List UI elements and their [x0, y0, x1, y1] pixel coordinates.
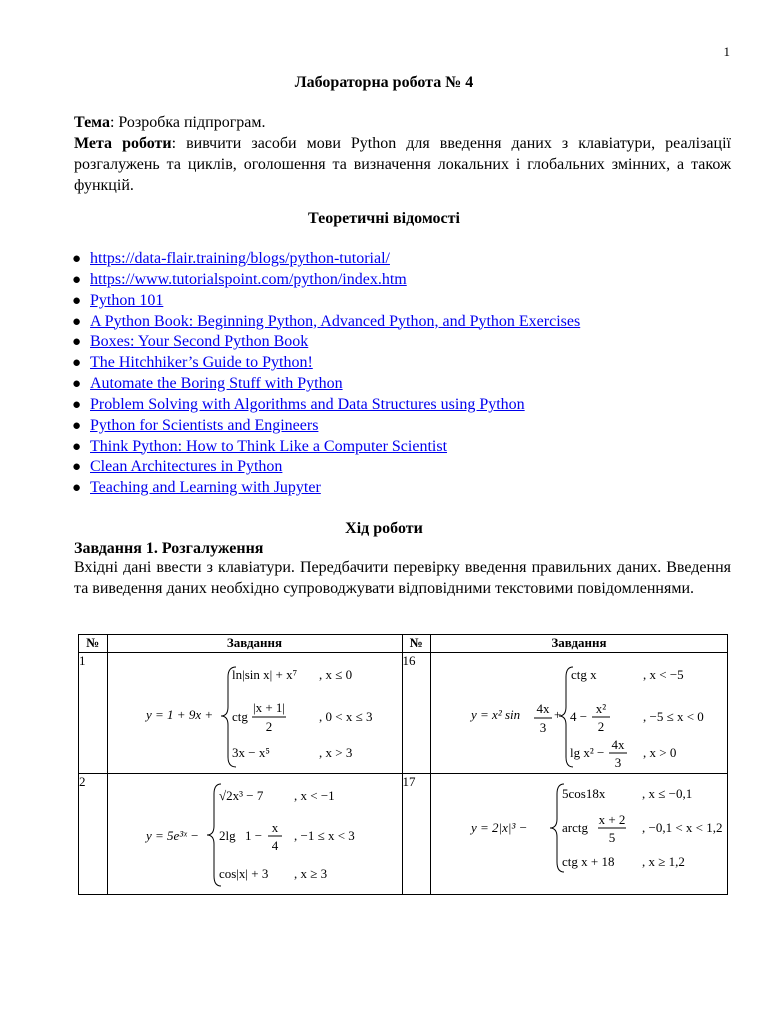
- case-2-numerator: x: [271, 820, 278, 835]
- case-3-cond: , x > 3: [318, 745, 352, 760]
- case-2-mid: 1 −: [244, 828, 262, 843]
- case-3-expr: ctg x + 18: [562, 854, 615, 869]
- task-number: 2: [79, 774, 108, 895]
- table-header-row: [79, 635, 728, 653]
- case-2-numerator: x + 2: [598, 812, 626, 827]
- progress-heading: Хід роботи: [345, 520, 423, 537]
- page-number: 1: [723, 44, 730, 59]
- bullet-icon: ●: [72, 417, 82, 434]
- bullet-icon: ●: [72, 459, 82, 476]
- bullet-icon: ●: [72, 251, 82, 267]
- task-number: 1: [79, 653, 108, 774]
- list-item: [72, 312, 580, 333]
- case-2-numerator: x²: [595, 701, 607, 716]
- case-2-prefix: ctg: [231, 709, 248, 724]
- link-list: [72, 249, 580, 499]
- lhs-denominator: 3: [539, 720, 547, 735]
- bullet-icon: ●: [72, 396, 82, 413]
- list-item: [72, 332, 580, 353]
- link[interactable]: Python 101: [90, 291, 164, 309]
- case-3-denominator: 3: [614, 755, 622, 770]
- case-2-cond: , 0 < x ≤ 3: [318, 709, 372, 724]
- table-row: [79, 653, 728, 774]
- topic-label: Тема: [74, 114, 110, 131]
- case-1-expr: √2x³ − 7: [218, 788, 263, 803]
- formula-cell: [431, 774, 728, 895]
- formula-cell: [107, 653, 402, 774]
- list-item: [72, 395, 580, 416]
- case-1-expr: ln|sin x| + x⁷: [231, 667, 297, 682]
- link[interactable]: Automate the Boring Stuff with Python: [90, 375, 343, 393]
- list-item: [72, 457, 580, 478]
- formula-cell: [431, 653, 728, 774]
- case-3-prefix: lg x² −: [570, 745, 605, 760]
- case-2-prefix: 4 −: [570, 709, 588, 724]
- bullet-icon: ●: [72, 355, 82, 372]
- list-item: [72, 478, 580, 499]
- formula-lhs: y = x² sin: [471, 707, 521, 722]
- formula-lhs: y = 5e³ˣ −: [145, 828, 199, 843]
- task-number: 16: [402, 653, 431, 774]
- case-2-cond: , −1 ≤ x < 3: [293, 828, 355, 843]
- topic-text: : Розробка підпрограм.: [109, 114, 266, 131]
- link[interactable]: Python for Scientists and Engineers: [90, 416, 319, 434]
- formula-16: [431, 653, 727, 773]
- bullet-icon: ●: [72, 292, 82, 309]
- case-2-denominator: 5: [608, 830, 616, 845]
- link[interactable]: https://data-flair.training/blogs/python-tutorial/: [90, 250, 390, 267]
- col-header-task-right: Завдання: [431, 635, 728, 653]
- case-1-cond: , x < −5: [643, 667, 684, 682]
- topic-line: [74, 112, 731, 133]
- list-item: [72, 374, 580, 395]
- formula-17: [431, 774, 727, 894]
- case-2-prefix: arctg: [562, 820, 588, 835]
- bullet-icon: ●: [72, 313, 82, 330]
- lhs-plus: +: [554, 707, 562, 722]
- case-1-cond: , x ≤ −0,1: [642, 786, 693, 801]
- formula-lhs: y = 1 + 9x +: [145, 707, 213, 722]
- formula-cell: [107, 774, 402, 895]
- link[interactable]: The Hitchhiker’s Guide to Python!: [90, 354, 313, 372]
- task-number: 17: [402, 774, 431, 895]
- case-3-cond: , x ≥ 3: [293, 866, 327, 881]
- case-3-expr: 3x − x⁵: [231, 745, 270, 760]
- case-2-cond: , −0,1 < x < 1,2: [642, 820, 723, 835]
- case-3-numerator: 4x: [611, 737, 625, 752]
- link[interactable]: A Python Book: Beginning Python, Advanced Python, and Python Exercises: [90, 312, 581, 330]
- link[interactable]: Teaching and Learning with Jupyter: [90, 479, 321, 497]
- list-item: [72, 353, 580, 374]
- link[interactable]: https://www.tutorialspoint.com/python/index.htm: [90, 270, 407, 288]
- case-3-expr: cos|x| + 3: [218, 866, 268, 881]
- goal-paragraph: [74, 133, 731, 196]
- link[interactable]: Clean Architectures in Python: [90, 458, 283, 476]
- col-header-num-right: №: [402, 635, 431, 653]
- bullet-icon: ●: [72, 438, 82, 455]
- list-item: [72, 270, 580, 291]
- goal-text: : вивчити засоби мови Python для введення даних з клавіатури, реалізації розгалужень та циклів, оголошення та визначення локальних і глобальних змінних, а також функцій.: [74, 135, 731, 194]
- task1-text: Вхідні дані ввести з клавіатури. Передбачити перевірку введення правильних даних. Введення та виведення даних необхідно супроводжувати відповідними текстовими повідомленнями.: [74, 559, 731, 597]
- theory-heading: Теоретичні відомості: [308, 210, 460, 227]
- case-1-expr: ctg x: [571, 667, 597, 682]
- case-3-cond: , x > 0: [643, 745, 677, 760]
- bullet-icon: ●: [72, 376, 82, 393]
- case-1-expr: 5cos18x: [562, 786, 606, 801]
- bullet-icon: ●: [72, 334, 82, 351]
- task1-heading: Завдання 1. Розгалуження: [74, 540, 264, 557]
- list-item: [72, 291, 580, 312]
- formula-2: [108, 774, 402, 894]
- case-2-prefix: 2lg: [218, 828, 236, 843]
- case-3-cond: , x ≥ 1,2: [642, 854, 685, 869]
- col-header-num-left: №: [79, 635, 108, 653]
- case-1-cond: , x < −1: [293, 788, 335, 803]
- list-item: [72, 416, 580, 437]
- case-2-denominator: 2: [265, 719, 272, 734]
- tasks-table: [78, 634, 728, 895]
- bullet-icon: ●: [72, 271, 82, 288]
- case-2-cond: , −5 ≤ x < 0: [643, 709, 704, 724]
- lab-title: Лабораторна робота № 4: [294, 74, 474, 91]
- link[interactable]: Boxes: Your Second Python Book: [90, 333, 309, 351]
- case-2-denominator: 2: [597, 719, 605, 734]
- formula-1: [108, 653, 402, 773]
- table-row: [79, 774, 728, 895]
- case-1-cond: , x ≤ 0: [318, 667, 352, 682]
- link[interactable]: Think Python: How to Think Like a Computer Scientist: [90, 437, 448, 455]
- formula-lhs: y = 2|x|³ −: [471, 820, 528, 835]
- lhs-numerator: 4x: [536, 701, 550, 716]
- bullet-icon: ●: [72, 480, 82, 497]
- case-2-denominator: 4: [271, 838, 278, 853]
- list-item: [72, 437, 580, 458]
- link[interactable]: Problem Solving with Algorithms and Data Structures using Python: [90, 395, 525, 413]
- col-header-task-left: Завдання: [107, 635, 402, 653]
- case-2-numerator: |x + 1|: [252, 700, 285, 715]
- list-item: [72, 249, 580, 270]
- goal-label: Мета роботи: [74, 135, 172, 152]
